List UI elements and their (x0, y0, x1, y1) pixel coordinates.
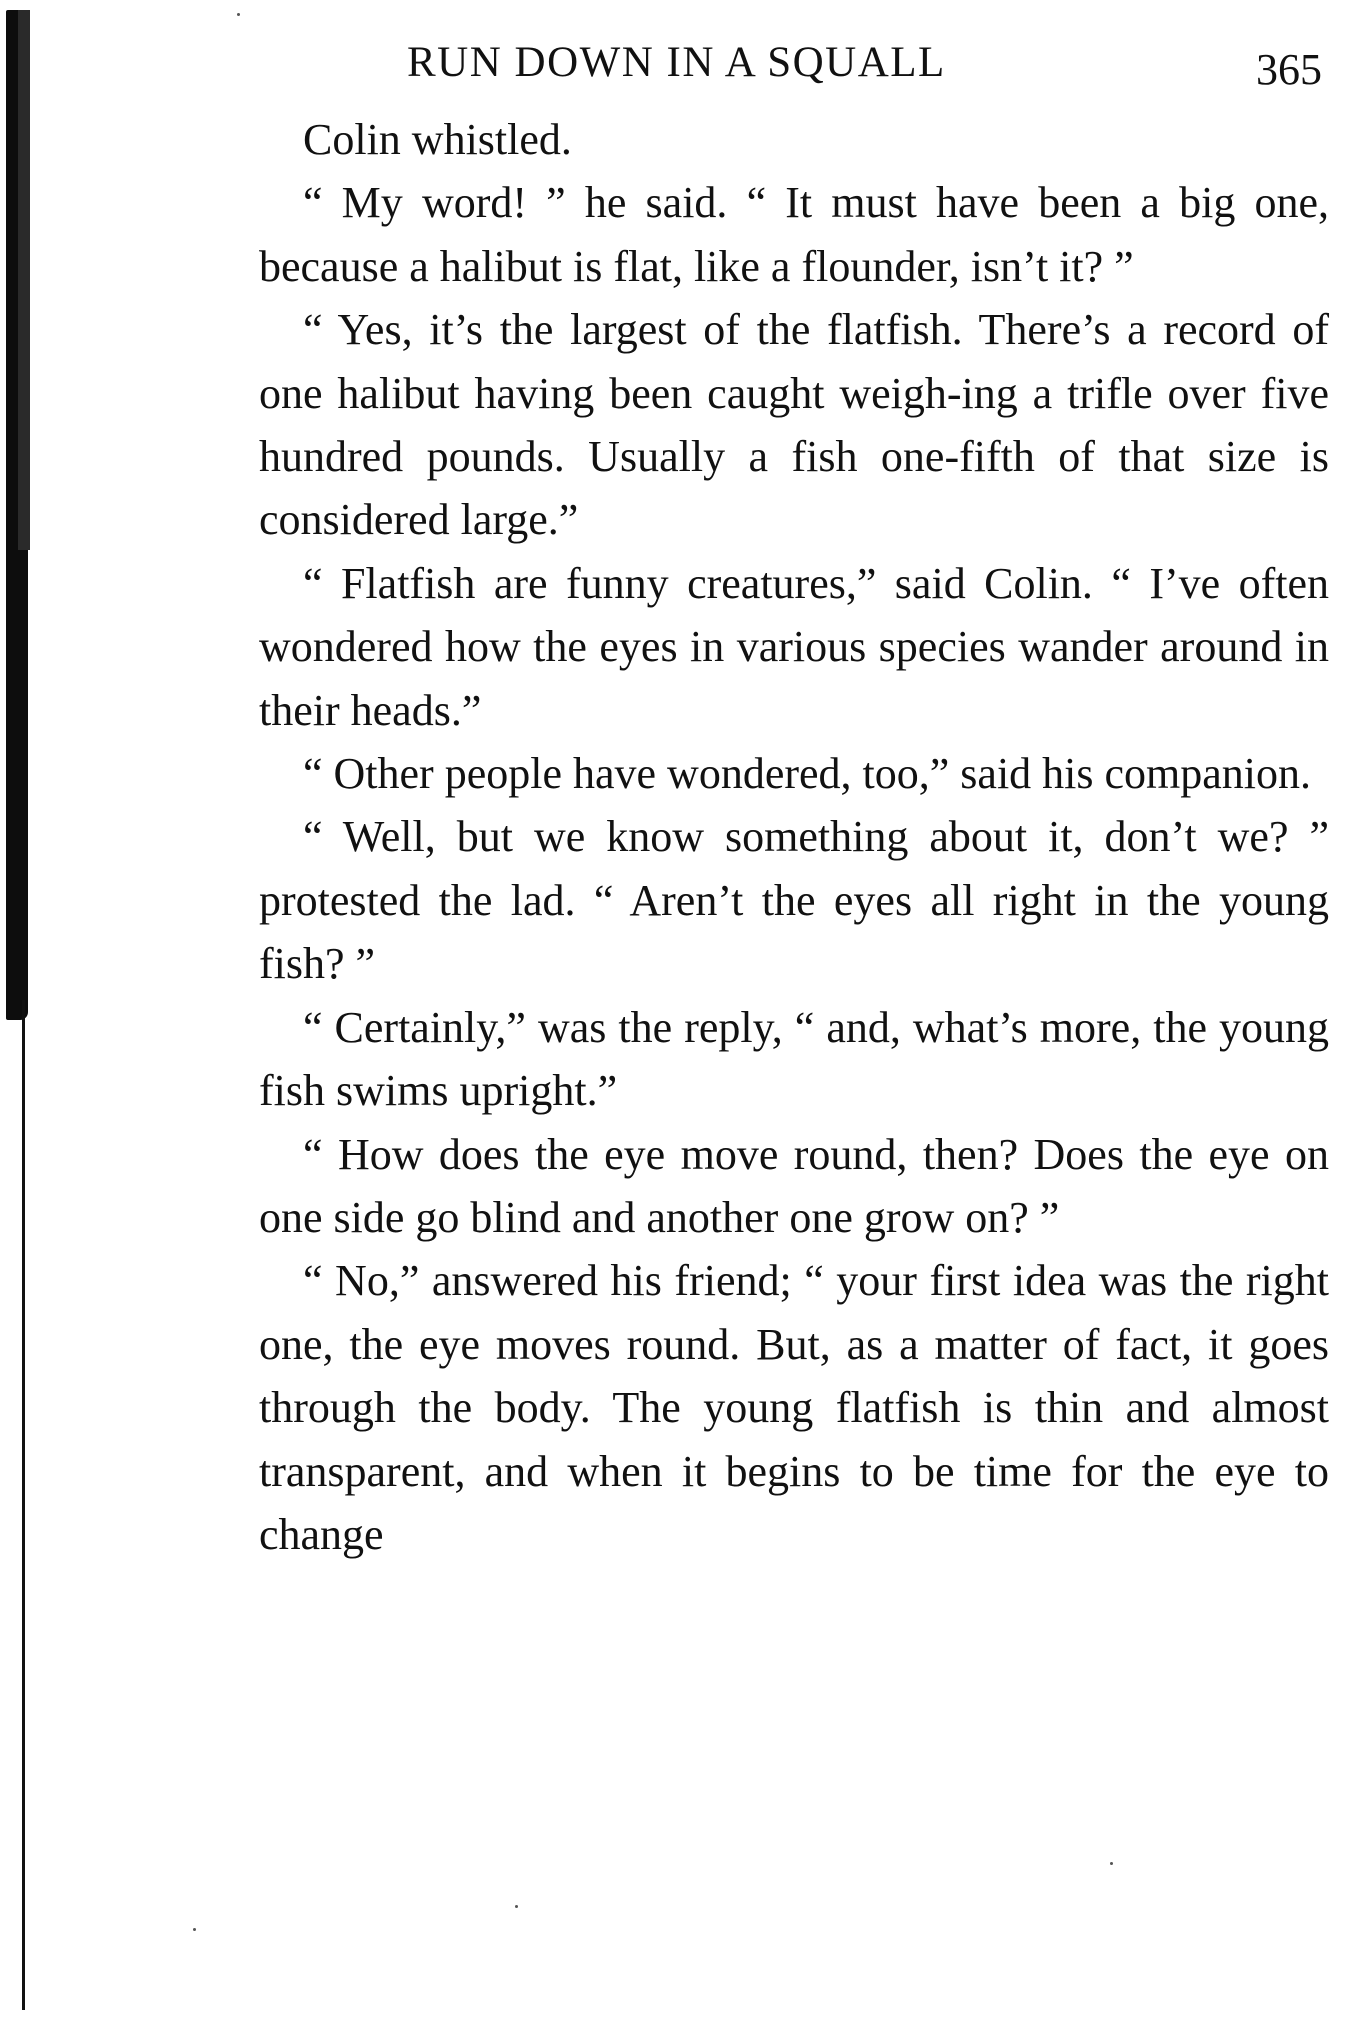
running-title: RUN DOWN IN A SQUALL (407, 39, 946, 86)
paper-speck (193, 1928, 196, 1931)
paragraph: “ My word! ” he said. “ It must have been a big one, because a halibut is flat, like a flounder, isn’t it? ” (259, 178, 1329, 291)
paragraph: “ Other people have wondered, too,” said his companion. (303, 749, 1312, 799)
paper-speck (1110, 1862, 1113, 1865)
binding-gutter-line (22, 1000, 25, 2010)
paragraph: “ Well, but we know something about it, don’t we? ” protested the lad. “ Aren’t the eyes all right in the young fish? ” (259, 812, 1329, 989)
paragraph: “ Yes, it’s the largest of the flatfish. There’s a record of one halibut having been caught weigh-ing a trifle over five hundred pounds. Usually a fish one-fifth of that size is considered large.” (259, 305, 1329, 545)
paper-speck (237, 13, 240, 16)
body-text (259, 108, 1329, 1566)
paragraph: Colin whistled. (303, 115, 572, 164)
paper-speck (515, 1905, 518, 1908)
paragraph: “ How does the eye move round, then? Does the eye on one side go blind and another one grow on? ” (259, 1129, 1329, 1242)
book-page (259, 30, 1329, 1566)
paragraph: “ No,” answered his friend; “ your first idea was the right one, the eye moves round. But, as a matter of fact, it goes through the body. The young flatfish is thin and almost transparent, and when it begins to be time for the eye to change (259, 1256, 1329, 1559)
binding-gutter-edge (18, 10, 30, 550)
paragraph: “ Certainly,” was the reply, “ and, what’s more, the young fish swims upright.” (259, 1002, 1329, 1116)
running-head (259, 30, 1329, 110)
page-number: 365 (1256, 45, 1322, 94)
paragraph: “ Flatfish are funny creatures,” said Colin. “ I’ve often wondered how the eyes in various species wander around in their heads.” (259, 558, 1329, 735)
